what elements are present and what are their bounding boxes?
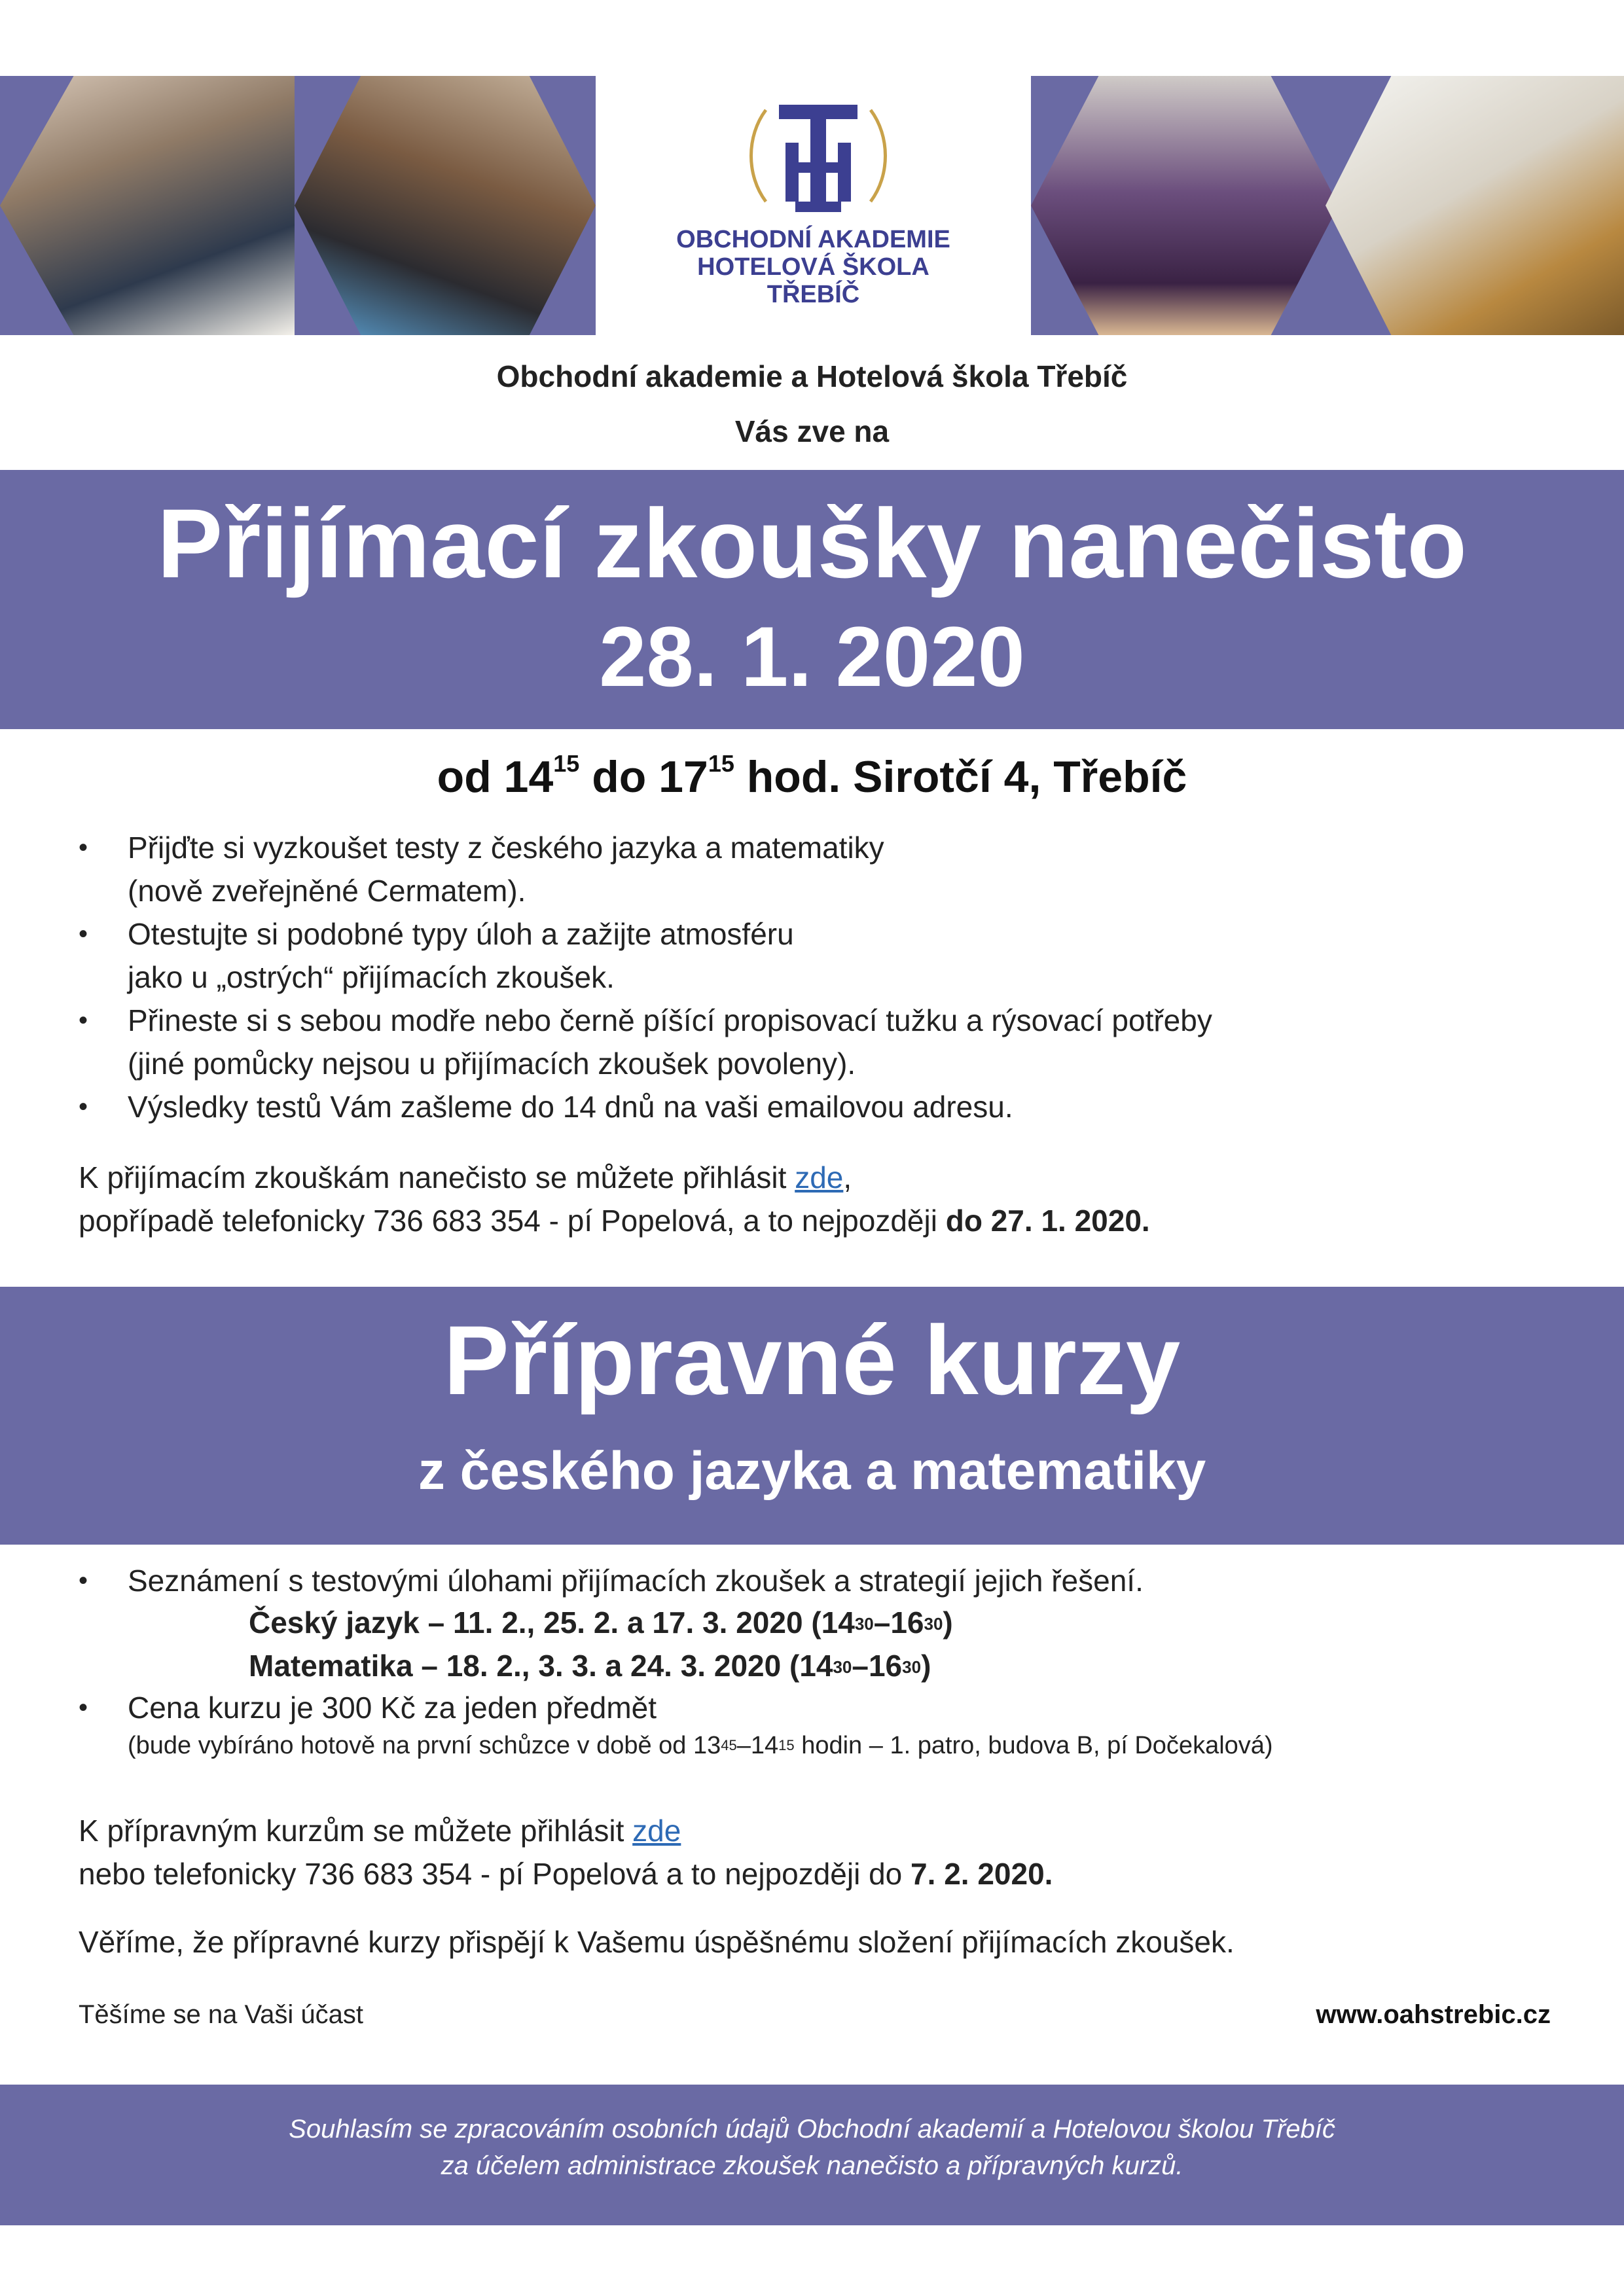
list-item <box>79 999 1519 1085</box>
time-close: ) <box>921 1649 931 1683</box>
signup-suffix: , <box>843 1160 852 1194</box>
time-close: ) <box>943 1605 953 1640</box>
intro-line-1: Obchodní akademie a Hotelová škola Třebíč <box>496 359 1128 393</box>
logo-line-2: HOTELOVÁ ŠKOLA <box>697 253 929 281</box>
phone-text: nebo telefonicky 736 683 354 - pí Popelová a to nejpozději do <box>79 1857 911 1891</box>
course-signup-paragraph <box>79 1809 1551 1895</box>
note-text: (bude vybíráno hotově na první schůzce v době od 13 <box>128 1732 721 1759</box>
exam-signup-line <box>79 1156 1551 1199</box>
greeting: Těšíme se na Vaši účast <box>79 2000 363 2029</box>
logo-line-3: TŘEBÍČ <box>767 281 860 308</box>
time-suffix: hod. Sirotčí 4, Třebíč <box>734 752 1187 802</box>
bullet-text: • Přijďte si vyzkoušet testy z českého jazyka a matematiky <box>128 831 884 865</box>
consent-line-1: Souhlasím se zpracováním osobních údajů Obchodní akademií a Hotelovou školou Třebíč <box>289 2115 1335 2144</box>
bullet-text: (nově zveřejněné Cermatem). <box>128 874 526 908</box>
note-sup: 45 <box>721 1737 737 1753</box>
time-start-minutes: 15 <box>553 750 580 777</box>
consent-text <box>0 2111 1624 2184</box>
bullet-text: • Otestujte si podobné typy úloh a zažijte atmosféru <box>128 917 794 951</box>
signup-text: K přípravným kurzům se můžete přihlásit <box>79 1814 633 1848</box>
bullet-text: • Přineste si s sebou modře nebo černě píšící propisovací tužku a rýsovací potřeby <box>128 1003 1212 1037</box>
course-deadline: 7. 2. 2020. <box>911 1857 1053 1891</box>
bullet-text: • Výsledky testů Vám zašleme do 14 dnů na vaši emailovou adresu. <box>128 1090 1013 1124</box>
bullet-text: jako u „ostrých“ přijímacích zkoušek. <box>128 960 615 994</box>
exam-phone-line <box>79 1199 1551 1242</box>
math-schedule <box>249 1644 1427 1687</box>
exam-signup-paragraph <box>79 1156 1551 1242</box>
note-mid: –14 <box>736 1732 779 1759</box>
course-schedule <box>249 1601 1427 1687</box>
course-bullet-list-1 <box>79 1559 1551 1602</box>
time-dash: –16 <box>852 1649 903 1683</box>
course-signup-line <box>79 1809 1551 1852</box>
payment-note <box>128 1729 1568 1762</box>
list-item <box>79 1559 1551 1602</box>
closing-sentence: Věříme, že přípravné kurzy přispějí k Vašemu úspěšnému složení přijímacích zkoušek. <box>79 1925 1235 1959</box>
list-item <box>79 912 1519 999</box>
phone-text: popřípadě telefonicky 736 683 354 - pí Popelová, a to nejpozději <box>79 1204 946 1238</box>
czech-schedule-text: Český jazyk – 11. 2., 25. 2. a 17. 3. 2020 (14 <box>249 1605 855 1640</box>
bullet-text: • Seznámení s testovými úlohami přijímacích zkoušek a strategií jejich řešení. <box>128 1564 1144 1598</box>
exam-title-band <box>0 470 1624 729</box>
time-sup: 30 <box>833 1657 852 1677</box>
course-title: Přípravné kurzy <box>443 1305 1181 1415</box>
exam-date: 28. 1. 2020 <box>599 609 1025 704</box>
course-signup-link[interactable]: zde <box>632 1814 681 1848</box>
exam-deadline: do 27. 1. 2020. <box>945 1204 1150 1238</box>
time-sup: 30 <box>924 1614 943 1634</box>
school-logo-text <box>596 226 1031 308</box>
time-mid: do 17 <box>579 752 708 802</box>
consent-line-2: za účelem administrace zkoušek nanečisto a přípravných kurzů. <box>441 2151 1183 2180</box>
exam-bullet-list <box>79 826 1519 1128</box>
math-schedule-text: Matematika – 18. 2., 3. 3. a 24. 3. 2020 (14 <box>249 1649 833 1683</box>
time-end-minutes: 15 <box>708 750 734 777</box>
time-dash: –16 <box>873 1605 924 1640</box>
time-prefix: od 14 <box>437 752 554 802</box>
website-link[interactable]: www.oahstrebic.cz <box>1316 2000 1551 2029</box>
exam-signup-link[interactable]: zde <box>795 1160 844 1194</box>
signup-text: K přijímacím zkouškám nanečisto se můžete přihlásit <box>79 1160 795 1194</box>
exam-time-location <box>0 751 1624 802</box>
school-logo-icon <box>740 90 897 221</box>
logo-line-1: OBCHODNÍ AKADEMIE <box>676 226 950 253</box>
note-suffix: hodin – 1. patro, budova B, pí Dočekalová) <box>794 1732 1273 1759</box>
list-item <box>79 1085 1519 1128</box>
bullet-text: • Cena kurzu je 300 Kč za jeden předmět <box>128 1691 657 1725</box>
course-subtitle: z českého jazyka a matematiky <box>418 1441 1206 1501</box>
list-item <box>79 826 1519 912</box>
note-sup: 15 <box>778 1737 795 1753</box>
course-bullet-list-2 <box>79 1686 1551 1729</box>
course-phone-line <box>79 1852 1551 1895</box>
exam-title: Přijímací zkoušky nanečisto <box>157 488 1467 598</box>
list-item <box>79 1686 1551 1729</box>
time-sup: 30 <box>854 1614 874 1634</box>
time-sup: 30 <box>902 1657 922 1677</box>
czech-schedule <box>249 1601 1427 1644</box>
bullet-text: (jiné pomůcky nejsou u přijímacích zkoušek povoleny). <box>128 1047 856 1081</box>
course-title-band <box>0 1287 1624 1545</box>
intro-line-2: Vás zve na <box>734 414 890 448</box>
